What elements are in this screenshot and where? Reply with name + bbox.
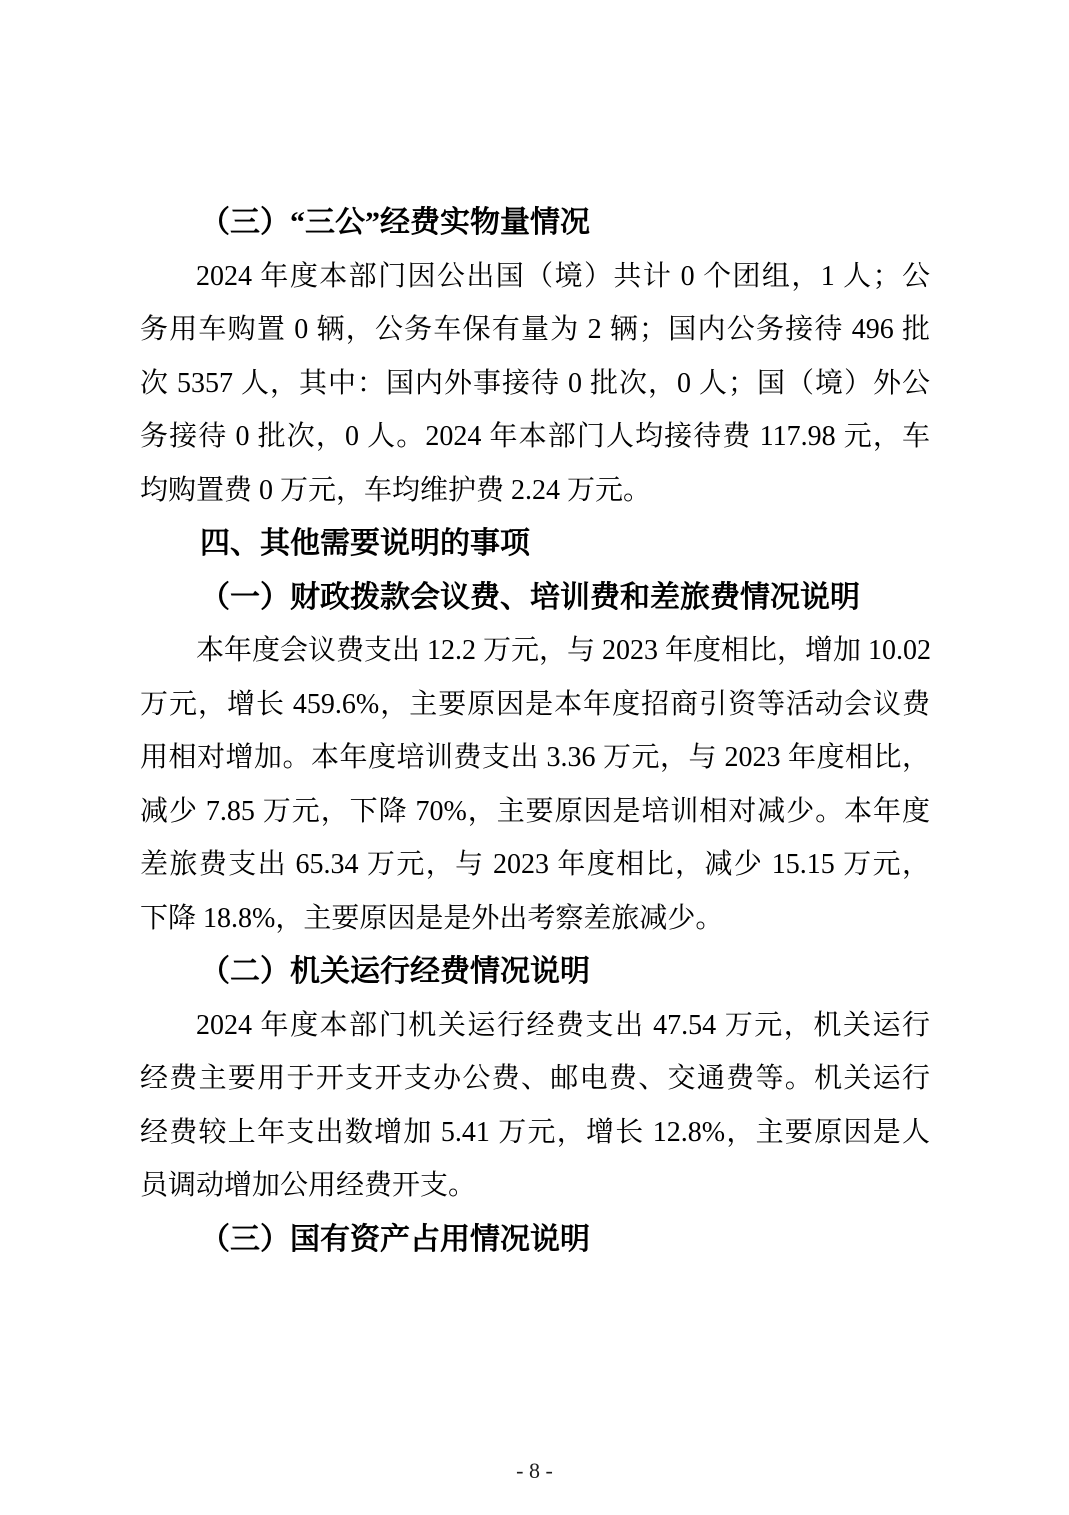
text-line: 减少 7.85 万元，下降 70%，主要原因是培训相对减少。本年度: [140, 795, 930, 827]
text-line: 务接待 0 批次，0 人。2024 年本部门人均接待费 117.98 元，车: [140, 421, 930, 452]
text-line: 均购置费 0 万元，车均维护费 2.24 万元。: [140, 474, 652, 506]
text-line: 2024 年度本部门机关运行经费支出 47.54 万元，机关运行: [196, 1009, 930, 1041]
section-heading: （二）机关运行经费情况说明: [200, 955, 590, 988]
text-line: 经费较上年支出数增加 5.41 万元，增长 12.8%，主要原因是人: [140, 1116, 930, 1148]
text-line: 差旅费支出 65.34 万元，与 2023 年度相比，减少 15.15 万元，: [140, 849, 930, 880]
section-heading: 四、其他需要说明的事项: [200, 527, 530, 560]
section-heading: （三）国有资产占用情况说明: [200, 1222, 590, 1256]
text-line: 用相对增加。本年度培训费支出 3.36 万元，与 2023 年度相比，: [140, 742, 930, 773]
text-line: 员调动增加公用经费开支。: [140, 1170, 477, 1201]
text-line: 本年度会议费支出 12.2 万元，与 2023 年度相比，增加 10.02: [196, 635, 932, 666]
text-line: 次 5357 人，其中：国内外事接待 0 批次，0 人；国（境）外公: [140, 367, 930, 399]
text-line: 经费主要用于开支开支办公费、邮电费、交通费等。机关运行: [140, 1063, 930, 1094]
document-content: [140, 196, 930, 1266]
text-line: 下降 18.8%，主要原因是是外出考察差旅减少。: [140, 902, 724, 934]
page-number: - 8 -: [516, 1458, 553, 1483]
text-line: 万元，增长 459.6%，主要原因是本年度招商引资等活动会议费: [140, 688, 930, 720]
text-line: 务用车购置 0 辆，公务车保有量为 2 辆；国内公务接待 496 批: [140, 314, 930, 345]
section-heading: （三）“三公”经费实物量情况: [200, 206, 590, 239]
section-heading: （一）财政拨款会议费、培训费和差旅费情况说明: [200, 580, 860, 614]
text-line: 2024 年度本部门因公出国（境）共计 0 个团组，1 人；公: [196, 260, 930, 292]
